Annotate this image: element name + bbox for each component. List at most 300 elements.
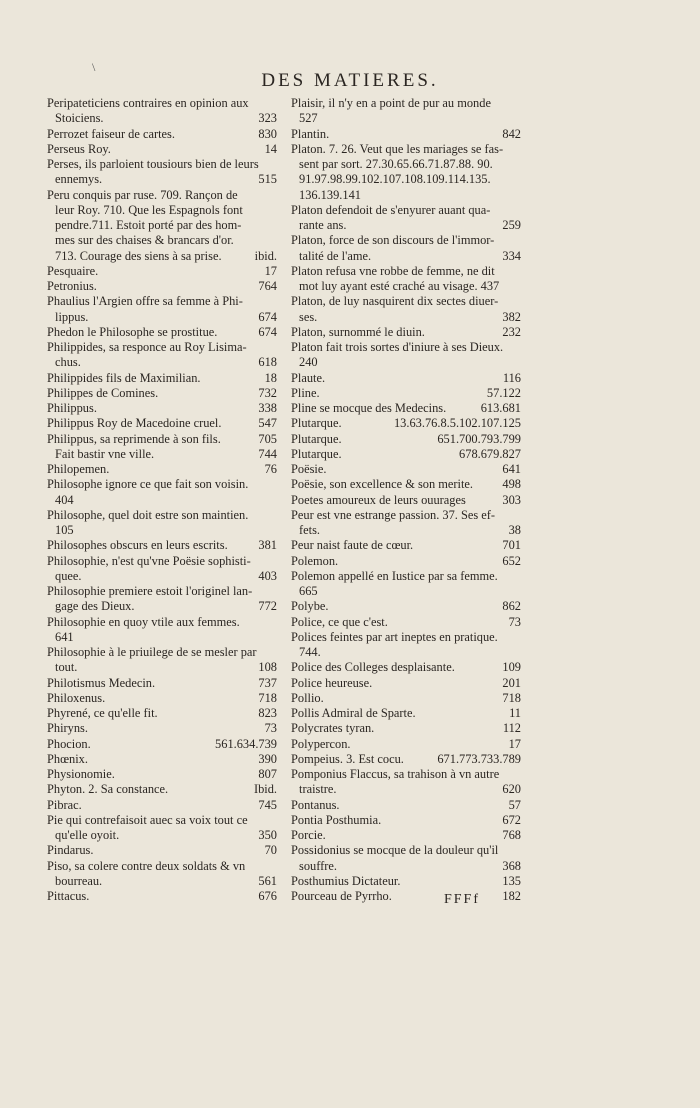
index-entry-line <box>47 660 277 675</box>
entry-text: Peur est vne estrange passion. 37. Ses ef- <box>291 507 496 522</box>
entry-text: Philippides, sa responce au Roy Lisima- <box>47 340 247 354</box>
index-entry-line <box>291 523 521 538</box>
index-entry <box>47 371 277 386</box>
entry-text: Plutarque. <box>291 431 342 446</box>
entry-text: Pline se mocque des Medecins. <box>291 401 447 415</box>
page-reference <box>273 508 277 523</box>
index-entry <box>291 477 521 492</box>
index-entry-line <box>47 218 277 233</box>
index-entry <box>47 96 277 127</box>
entry-text: Fait bastir vne ville. <box>55 446 155 461</box>
page-reference: 201 <box>502 675 521 690</box>
entry-text: Police, ce que c'est. <box>291 614 388 629</box>
index-entry-line <box>47 462 277 477</box>
index-entry <box>47 188 277 264</box>
page-reference: 651.700.793.799 <box>437 431 521 446</box>
index-entry-line <box>291 172 521 187</box>
page-reference <box>273 813 277 828</box>
page-reference: 57.122 <box>486 385 521 400</box>
page-reference <box>273 584 277 599</box>
index-entry-line <box>47 264 277 279</box>
index-entry <box>291 325 521 340</box>
entry-text: mes sur des chaises & brancars d'or. <box>55 233 234 248</box>
page-reference <box>273 340 277 355</box>
entry-text: Pompeius. 3. Est cocu. <box>291 751 404 766</box>
index-entry <box>291 96 521 127</box>
index-entry <box>47 462 277 477</box>
index-entry-line <box>291 691 521 706</box>
index-entry-line <box>47 706 277 721</box>
entry-text: Phocion. <box>47 736 91 751</box>
index-entry-line <box>291 157 521 172</box>
index-entry-line <box>291 615 521 630</box>
index-entry-line <box>47 447 277 462</box>
index-entry-line <box>47 630 277 645</box>
page-reference <box>517 767 521 782</box>
index-entry-line <box>291 188 521 203</box>
page-reference: 718 <box>502 690 521 705</box>
index-entry-line <box>47 615 277 630</box>
index-entry <box>291 432 521 447</box>
page-reference: 613.681 <box>480 401 521 415</box>
entry-text: Philippides fils de Maximilian. <box>47 370 201 385</box>
entry-text: Posthumius Dictateur. <box>291 873 401 888</box>
page-reference: 547 <box>258 416 277 431</box>
index-entry-line <box>291 813 521 828</box>
entry-text: Pontanus. <box>291 797 340 812</box>
index-entry-line <box>47 386 277 401</box>
index-entry-line <box>47 767 277 782</box>
entry-text: Poësie. <box>291 462 327 476</box>
page-reference <box>273 203 277 218</box>
index-entry <box>47 142 277 157</box>
page-reference <box>273 477 277 492</box>
entry-text: Peripateticiens contraires en opinion aux <box>47 96 249 110</box>
entry-text: Polypercon. <box>291 736 351 751</box>
entry-text: Perrozet faiseur de cartes. <box>47 126 175 141</box>
index-entry-line <box>291 599 521 614</box>
index-entry-line <box>47 279 277 294</box>
index-entry <box>291 340 521 371</box>
entry-text: 240 <box>299 355 318 370</box>
page-reference <box>517 340 521 355</box>
index-entry-line <box>47 523 277 538</box>
index-entry <box>47 706 277 721</box>
page-reference: 674 <box>258 309 277 324</box>
index-entry <box>291 127 521 142</box>
page-reference: 18 <box>264 370 277 385</box>
page-reference <box>273 859 277 874</box>
index-entry <box>291 767 521 798</box>
index-entry-line <box>47 340 277 355</box>
index-entry-line <box>291 660 521 675</box>
entry-text: Philippes de Comines. <box>47 385 159 400</box>
page-reference <box>273 645 277 660</box>
index-entry-line <box>291 676 521 691</box>
entry-text: Police des Colleges desplaisante. <box>291 660 455 675</box>
page-reference: 323 <box>258 111 277 126</box>
index-entry <box>291 538 521 553</box>
index-entry-line <box>47 127 277 142</box>
index-entry-line <box>291 645 521 660</box>
entry-text: 91.97.98.99.102.107.108.109.114.135. <box>299 172 491 187</box>
entry-text: 404 <box>55 492 74 507</box>
page-reference: 259 <box>502 218 521 232</box>
page-reference: 618 <box>258 355 277 370</box>
entry-text: qu'elle oyoit. <box>55 828 120 842</box>
page-reference <box>517 188 521 203</box>
entry-text: traistre. <box>299 782 337 797</box>
entry-text: Platon fait trois sortes d'iniure à ses Dieux. <box>291 340 504 354</box>
entry-text: mot luy ayant esté craché au visage. 437 <box>299 279 500 293</box>
index-entry <box>291 493 521 508</box>
index-entry <box>291 798 521 813</box>
index-entry-line <box>291 798 521 813</box>
index-entry <box>47 843 277 858</box>
page-reference <box>273 294 277 309</box>
index-entry-line <box>47 813 277 828</box>
index-entry <box>291 630 521 661</box>
page-reference: 108 <box>258 660 277 675</box>
page-reference <box>517 630 521 645</box>
index-entry <box>47 401 277 416</box>
index-entry-line <box>47 782 277 797</box>
index-entry <box>47 798 277 813</box>
page-reference <box>273 218 277 233</box>
page-reference: 70 <box>264 843 277 858</box>
index-entry-line <box>47 843 277 858</box>
page-reference <box>517 584 521 599</box>
page-reference <box>517 645 521 660</box>
index-entry-line <box>291 554 521 569</box>
index-entry-line <box>47 508 277 523</box>
page-reference <box>273 188 277 203</box>
page-reference <box>517 203 521 218</box>
index-entry <box>47 615 277 646</box>
page-reference: 768 <box>502 828 521 842</box>
entry-text: sent par sort. 27.30.65.66.71.87.88. 90. <box>299 157 493 171</box>
entry-text: quee. <box>55 568 82 583</box>
index-entry-line <box>291 371 521 386</box>
index-entry-line <box>291 843 521 858</box>
page-reference: 561 <box>258 873 277 888</box>
entry-text: Pline. <box>291 385 320 400</box>
index-entry-line <box>47 249 277 264</box>
index-entry-line <box>291 142 521 157</box>
page-reference: 732 <box>258 385 277 400</box>
index-entry <box>291 203 521 234</box>
entry-text: Pourceau de Pyrrho. <box>291 889 392 903</box>
entry-text: Pomponius Flaccus, sa trahison à vn autre <box>291 767 500 781</box>
index-entry <box>291 142 521 203</box>
index-entry-line <box>291 203 521 218</box>
index-entry <box>291 233 521 264</box>
index-entry-line <box>291 310 521 325</box>
index-entry <box>291 554 521 569</box>
entry-text: 527 <box>299 111 318 126</box>
page-reference: 705 <box>258 431 277 446</box>
index-entry-line <box>291 493 521 508</box>
index-entry-line <box>291 111 521 126</box>
page-reference: 830 <box>258 126 277 141</box>
page-reference: 38 <box>508 523 521 537</box>
page-reference: 73 <box>508 614 521 629</box>
entry-text: Phiryns. <box>47 721 88 736</box>
page-reference: 561.634.739 <box>215 736 277 751</box>
index-entry <box>47 477 277 508</box>
index-entry-line <box>291 538 521 553</box>
page-reference: 382 <box>502 309 521 324</box>
index-entry-line <box>291 432 521 447</box>
index-entry-line <box>291 508 521 523</box>
index-entry <box>291 874 521 889</box>
entry-text: Platon, surnommé le diuin. <box>291 324 425 339</box>
index-entry <box>47 721 277 736</box>
entry-text: Perses, ils parloient tousiours bien de leurs <box>47 157 259 171</box>
index-entry-line <box>47 188 277 203</box>
index-entry-line <box>47 584 277 599</box>
page-reference: 73 <box>264 721 277 736</box>
index-entry-line <box>47 676 277 691</box>
entry-text: 744. <box>299 645 321 659</box>
page-reference: 11 <box>509 706 521 720</box>
index-entry <box>47 752 277 767</box>
page-reference: 842 <box>502 126 521 141</box>
entry-text: Phedon le Philosophe se prostitue. <box>47 324 218 339</box>
index-entry <box>291 599 521 614</box>
index-entry <box>291 752 521 767</box>
index-entry <box>47 645 277 676</box>
entry-text: tout. <box>55 660 78 675</box>
entry-text: Pindarus. <box>47 843 94 858</box>
entry-text: Petronius. <box>47 279 97 293</box>
page-reference: 303 <box>502 492 521 507</box>
page-reference: 57 <box>508 797 521 812</box>
entry-text: Plaisir, il n'y en a point de pur au monde <box>291 96 491 110</box>
page-reference: 334 <box>502 248 521 263</box>
page-reference: 772 <box>258 599 277 614</box>
index-entry-line <box>47 721 277 736</box>
page-reference: 338 <box>258 401 277 415</box>
entry-text: rante ans. <box>299 218 347 232</box>
entry-text: Philosophes obscurs en leurs escrits. <box>47 538 228 553</box>
index-entry <box>291 401 521 416</box>
page-reference <box>273 493 277 508</box>
index-entry <box>291 294 521 325</box>
page-reference: 182 <box>502 889 521 903</box>
index-entry-line <box>291 325 521 340</box>
page-reference <box>517 172 521 187</box>
index-column-left <box>47 96 277 904</box>
index-entry-line <box>47 569 277 584</box>
entry-text: Plutarque. <box>291 446 342 461</box>
index-entry <box>47 813 277 844</box>
page-reference <box>273 554 277 569</box>
entry-text: Plantin. <box>291 126 330 141</box>
entry-text: ennemys. <box>55 172 103 187</box>
index-entry <box>47 508 277 539</box>
index-entry-line <box>291 477 521 492</box>
index-entry <box>291 843 521 874</box>
index-entry-line <box>47 752 277 767</box>
page-reference <box>517 157 521 172</box>
index-entry-line <box>47 111 277 126</box>
index-entry <box>291 676 521 691</box>
entry-text: Philopemen. <box>47 462 110 476</box>
index-entry <box>47 416 277 431</box>
index-entry-line <box>47 645 277 660</box>
page-reference <box>273 630 277 645</box>
entry-text: bourreau. <box>55 873 103 888</box>
index-entry-line <box>47 416 277 431</box>
index-entry-line <box>47 599 277 614</box>
index-entry-line <box>47 798 277 813</box>
page-reference: 515 <box>258 172 277 187</box>
page-reference: 674 <box>258 324 277 339</box>
entry-text: Perseus Roy. <box>47 141 111 156</box>
index-entry <box>47 157 277 188</box>
index-entry <box>291 828 521 843</box>
index-entry-line <box>291 630 521 645</box>
index-entry <box>291 447 521 462</box>
entry-text: 105 <box>55 523 74 537</box>
page-reference: 678.679.827 <box>459 446 521 461</box>
index-entry-line <box>47 493 277 508</box>
page-reference <box>517 508 521 523</box>
page-reference <box>273 233 277 248</box>
entry-text: Philoxenus. <box>47 690 106 705</box>
entry-text: Philosophe ignore ce que fait son voisin. <box>47 477 249 492</box>
index-entry-line <box>47 157 277 172</box>
entry-text: talité de l'ame. <box>299 248 372 263</box>
page-reference <box>517 569 521 584</box>
page-reference: 652 <box>502 553 521 568</box>
index-entry-line <box>47 477 277 492</box>
entry-text: Philosophie, n'est qu'vne Poësie sophisti- <box>47 553 251 568</box>
page-reference: 701 <box>502 538 521 553</box>
index-entry-line <box>291 294 521 309</box>
index-entry <box>291 371 521 386</box>
entry-text: 665 <box>299 584 318 598</box>
index-entry <box>291 737 521 752</box>
page-reference: 112 <box>502 721 521 736</box>
entry-text: Platon, force de son discours de l'immor- <box>291 233 495 248</box>
entry-text: Philippus. <box>47 401 97 415</box>
entry-text: Possidonius se mocque de la douleur qu'il <box>291 843 499 858</box>
index-entry <box>291 416 521 431</box>
page-reference: 671.773.733.789 <box>437 751 521 766</box>
entry-text: Peru conquis par ruse. 709. Rançon de <box>47 187 238 202</box>
index-entry-line <box>291 767 521 782</box>
page-reference: 368 <box>502 858 521 873</box>
index-entry-line <box>47 325 277 340</box>
entry-text: Phaulius l'Argien offre sa femme à Phi- <box>47 294 243 309</box>
page-reference <box>517 111 521 126</box>
index-entry-line <box>291 752 521 767</box>
page-reference: 135 <box>502 873 521 888</box>
entry-text: Polemon appellé en Iustice par sa femme. <box>291 568 498 583</box>
index-entry <box>47 676 277 691</box>
entry-text: Poetes amoureux de leurs ouurages <box>291 492 466 507</box>
page-reference <box>273 157 277 172</box>
page-reference: 116 <box>502 370 521 385</box>
entry-text: Philosophie en quoy vtile aux femmes. <box>47 614 240 629</box>
index-entry-line <box>47 554 277 569</box>
entry-text: pendre.711. Estoit porté par des hom- <box>55 218 242 232</box>
entry-text: Police heureuse. <box>291 675 373 690</box>
entry-text: Philosophie à le priuilege de se mesler par <box>47 645 257 659</box>
entry-text: fets. <box>299 523 320 537</box>
index-entry <box>47 294 277 325</box>
page-reference <box>517 843 521 858</box>
entry-text: leur Roy. 710. Que les Espagnols font <box>55 202 243 217</box>
index-entry-line <box>291 233 521 248</box>
entry-text: Polemon. <box>291 553 339 568</box>
index-entry-line <box>47 294 277 309</box>
entry-text: Platon defendoit de s'enyurer auant qua- <box>291 202 491 217</box>
index-entry-line <box>291 782 521 797</box>
page-reference: 17 <box>264 263 277 278</box>
index-entry-line <box>291 462 521 477</box>
page-reference: 823 <box>258 706 277 720</box>
index-entry <box>291 660 521 675</box>
entry-text: Philosophe, quel doit estre son maintien. <box>47 507 249 522</box>
entry-text: Phyton. 2. Sa constance. <box>47 782 169 797</box>
page-reference: 641 <box>502 462 521 476</box>
entry-text: 713. Courage des siens à sa prise. <box>55 248 222 263</box>
index-entry-line <box>291 386 521 401</box>
index-entry <box>47 859 277 890</box>
entry-text: Phyrené, ce qu'elle fit. <box>47 706 158 720</box>
entry-text: Platon refusa vne robbe de femme, ne dit <box>291 263 495 278</box>
index-entry-line <box>291 721 521 736</box>
page-reference <box>517 294 521 309</box>
page-reference <box>517 233 521 248</box>
entry-text: Pollio. <box>291 690 324 705</box>
index-entry-line <box>291 569 521 584</box>
index-entry-line <box>47 691 277 706</box>
page-reference <box>517 355 521 370</box>
page-reference: 232 <box>502 324 521 339</box>
index-entry-line <box>291 218 521 233</box>
entry-text: Platon. 7. 26. Veut que les mariages se fas- <box>291 141 504 156</box>
index-entry <box>291 691 521 706</box>
index-entry-line <box>291 706 521 721</box>
index-entry <box>47 767 277 782</box>
entry-text: Peur naist faute de cœur. <box>291 538 414 553</box>
entry-text: ses. <box>299 309 318 324</box>
index-entry-line <box>47 432 277 447</box>
index-entry <box>47 691 277 706</box>
index-entry-line <box>47 371 277 386</box>
entry-text: Polices feintes par art ineptes en pratique. <box>291 629 498 644</box>
entry-text: Pesquaire. <box>47 263 99 278</box>
index-entry-line <box>47 96 277 111</box>
index-entry-line <box>291 401 521 416</box>
margin-mark: \ <box>92 60 96 74</box>
page-reference <box>517 96 521 111</box>
entry-text: Platon, de luy nasquirent dix sectes diuer- <box>291 294 499 309</box>
index-entry <box>291 386 521 401</box>
page-reference <box>517 142 521 157</box>
index-entry <box>291 264 521 295</box>
entry-text: Philosophie premiere estoit l'originel lan- <box>47 584 253 598</box>
entry-text: Philotismus Medecin. <box>47 675 156 690</box>
index-entry-line <box>47 172 277 187</box>
index-entry <box>47 386 277 401</box>
index-entry <box>47 325 277 340</box>
index-entry <box>47 737 277 752</box>
